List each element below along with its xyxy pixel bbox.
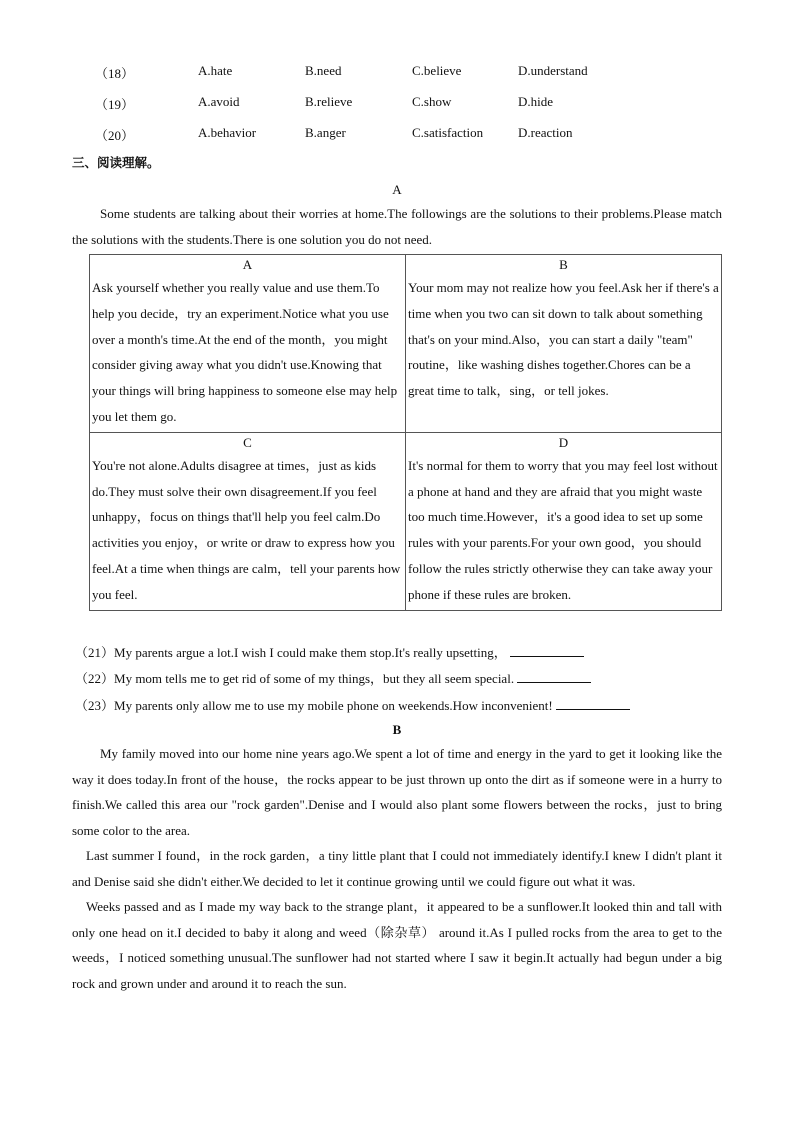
solution-text: Your mom may not realize how you feel.Ask her if there's a time when you two can sit down to talk about something that's on your mind.Also，you can start a daily "team" routine，like washing dishes together.Chores can be a great time to talk，sing，or tell jokes. (408, 280, 719, 399)
passage-paragraph: Last summer I found，in the rock garden，a tiny little plant that I could not immediately identify.I knew I didn't plant it and Denise said she didn't either.We decided to let it continue growing until we could figure out what it was. (72, 848, 722, 889)
solution-cell-b (406, 255, 722, 433)
option-b: B.relieve (305, 94, 353, 109)
question-number: （21） (75, 645, 115, 660)
solution-label: A (242, 257, 253, 272)
solution-text: It's normal for them to worry that you may feel lost without a phone at hand and they are afraid that you might waste too much time.However，it's a good idea to set up some rules with your parents.For your own good，you should follow the rules strictly otherwise they can take away your phone if these rules are broken. (408, 457, 718, 602)
part-a-intro (72, 201, 722, 252)
option-d: D.understand (518, 63, 588, 78)
solution-label: B (559, 257, 568, 272)
part-a-heading: A (392, 182, 402, 197)
section-title: 三、阅读理解。 (72, 155, 160, 170)
part-b-passage (72, 741, 722, 996)
part-b-heading: B (392, 722, 402, 737)
question-number: （22） (75, 671, 115, 686)
option-a: A.hate (198, 63, 233, 78)
solutions-table (89, 254, 722, 611)
solution-cell-a (90, 255, 406, 433)
answer-blank[interactable] (556, 696, 630, 710)
question-number: （20） (95, 128, 135, 143)
solution-cell-c (90, 432, 406, 610)
option-c: C.satisfaction (412, 125, 484, 140)
question-number: （18） (95, 66, 135, 81)
question-text: My parents argue a lot.I wish I could make them stop.It's really upsetting， (114, 645, 507, 660)
answer-blank[interactable] (510, 643, 584, 657)
passage-paragraph: Weeks passed and as I made my way back to the strange plant，it appeared to be a sunflower.It looked thin and tall with only one head on it.I decided to baby it along and weed（除杂草） around it.As I pulled rocks from the area to get to the weeds，I noticed something unusual.The sunflower had not started where I saw it begin.It actually had begun under a big rock and grown under and around it to reach the sun. (72, 899, 722, 991)
option-a: A.avoid (198, 94, 240, 109)
question-22 (75, 668, 591, 687)
solution-label: D (558, 434, 569, 450)
question-number: （23） (75, 698, 115, 713)
solution-cell-d (406, 432, 722, 610)
question-23 (75, 695, 630, 714)
passage-paragraph: My family moved into our home nine years ago.We spent a lot of time and energy in the yard to get it looking like the way it does today.In front of the house，the rocks appear to be just thrown up onto the dirt as if someone were in a hurry to finish.We called this area our "rock garden".Denise and I would also plant some flowers between the rocks，just to bring some color to the area. (72, 746, 722, 838)
answer-blank[interactable] (517, 669, 591, 683)
option-b: B.need (305, 63, 342, 78)
option-d: D.hide (518, 94, 554, 109)
option-b: B.anger (305, 125, 346, 140)
question-number: （19） (95, 97, 135, 112)
question-21 (75, 642, 584, 661)
intro-text: Some students are talking about their worries at home.The followings are the solutions to their problems.Please match the solutions with the students.There is one solution you do not need. (72, 206, 722, 247)
solution-text: Ask yourself whether you really value and use them.To help you decide，try an experiment.Notice what you use over a month's time.At the end of the month，you might consider giving away what you didn't use.Knowing that your things will bring happiness to someone else may help you let them go. (92, 280, 398, 424)
option-c: C.believe (412, 63, 462, 78)
option-d: D.reaction (518, 125, 573, 140)
solution-label: C (243, 434, 252, 450)
question-text: My parents only allow me to use my mobile phone on weekends.How inconvenient! (114, 698, 553, 713)
solution-text: You're not alone.Adults disagree at times，just as kids do.They must solve their own disagreement.If you feel unhappy，focus on things that'll help you feel calm.Do activities you enjoy，or write or draw to express how you feel.At a time when things are calm，tell your parents how you feel. (92, 457, 401, 602)
question-text: My mom tells me to get rid of some of my things，but they all seem special. (114, 671, 515, 686)
option-c: C.show (412, 94, 452, 109)
option-a: A.behavior (198, 125, 257, 140)
